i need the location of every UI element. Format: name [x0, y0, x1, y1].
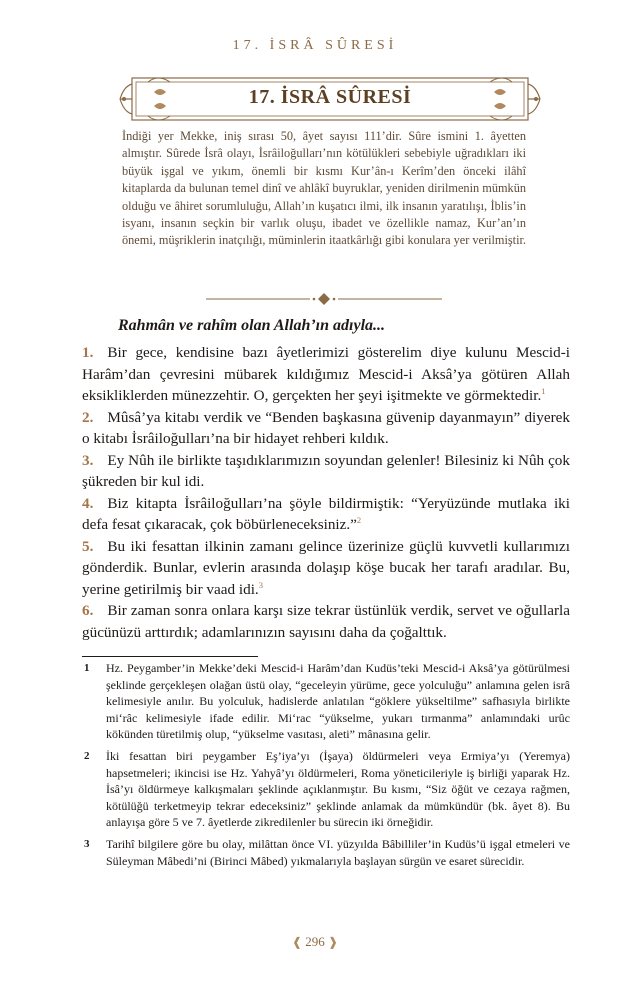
diamond-ornament-icon	[206, 293, 442, 305]
verse-6	[82, 600, 570, 643]
verse-3	[82, 450, 570, 493]
verse-2	[82, 407, 570, 450]
basmala: Rahmân ve rahîm olan Allah’ın adıyla...	[118, 317, 386, 334]
page-number: 296	[305, 934, 325, 949]
verse-text: Bu iki fesattan ilkinin zamanı gelince üzerinize güçlü kuvvetli kullarımızı gönderdik. Bunlar, evlerin arasında dolaşıp köşe bucak her tarafı aradılar. Bu, yerine getirilmiş bir vaad idi.	[82, 537, 570, 598]
verse-4	[82, 493, 570, 536]
footnote-ref[interactable]: 1	[541, 385, 546, 396]
verse-number: 3.	[82, 451, 94, 469]
footnote-number: 3	[84, 837, 90, 850]
verse-1	[82, 342, 570, 407]
verse-number: 6.	[82, 602, 94, 619]
verse-number: 4.	[82, 494, 94, 512]
right-ornament-icon: ❱	[328, 935, 339, 949]
verse-text: Biz kitapta İsrâiloğulları’na şöyle bildirmiştik: “Yeryüzünde mutlaka iki defa fesat çıkaracak, çok böbürleneceksiniz.”	[82, 494, 570, 533]
verse-number: 2.	[82, 408, 94, 426]
footnote-1	[82, 660, 570, 743]
footnote-text: Tarihî bilgilere göre bu olay, milâttan önce VI. yüzyılda Bâbilliler’in Kudüs’ü işgal etmeleri ve Süleyman Mâbedi’ni (Birinci Mâbed) yıkmalarıyla başlayan sürgün ve esaret sürecidir.	[106, 836, 570, 868]
surah-introduction: İndiği yer Mekke, iniş sırası 50, âyet sayısı 111’dir. Sûre ismini 1. âyetten almıştır. Sûrede İsrâ olayı, İsrâiloğulları’nın kötülükleri sebebiyle uğradıkları iki büyük işgal ve yıkım, önemli bir kısmı Kur’ân-ı Kerîm’den önceki ilâhî kitaplarda da bulunan temel dinî ve ahlâkî buyruklar, yeniden dirilmenin mümkün olduğu ve âhiret sorumluluğu, Allah’ın kuşatıcı ilmi, ilk insanın yaratılışı, İblis’in isyanı, insanın seçkin bir varlık oluşu, ibadet ve özellikle namaz, Kur’an’ın önemi, müşriklerin inatçılığı, müminlerin itaatkârlığı gibi konulara yer verilmiştir.	[122, 129, 527, 248]
surah-title-frame	[118, 72, 542, 126]
running-header: 17. İSRÂ SÛRESİ	[232, 38, 398, 53]
footnote-separator	[82, 656, 258, 657]
verse-text: Ey Nûh ile birlikte taşıdıklarımızın soyundan gelenler! Bilesiniz ki Nûh çok şükreden bir kul idi.	[82, 451, 570, 490]
footnote-number: 2	[84, 749, 90, 762]
verse-text: Mûsâ’ya kitabı verdik ve “Benden başkasına güvenip dayanmayın” diyerek o kitabı İsrâiloğulları’na bir hidayet rehberi kıldık.	[82, 408, 570, 447]
page-number-block	[0, 934, 630, 950]
footnote-ref[interactable]: 3	[258, 579, 263, 590]
footnote-number: 1	[84, 662, 90, 674]
footnotes	[82, 660, 570, 874]
verse-5	[82, 536, 570, 601]
footnote-text: Hz. Peygamber’in Mekke’deki Mescid-i Harâm’dan Kudüs’teki Mescid-i Aksâ’ya götürülmesi şeklinde gerçekleşen olağan üstü olay, “geceleyin yürüme, gece yolculuğu” anlamına gelen isrâ kelimesiyle anılır. Bu yolculuk, hadislerde anlatılan “göklere yükseltilme” safhasıyla birlikte mi‘râc kelimesiyle ifade edilir. Mi‘rac “yükselme, yukarı tırmanma” anlamındaki urûc kökünden türetilmiş olup, “yükselme vasıtası, aleti” mânasına gelir.	[106, 661, 570, 742]
section-divider	[206, 292, 442, 304]
verse-text: Bir zaman sonra onlara karşı size tekrar üstünlük verdik, servet ve oğullarla gücünüzü arttırdık; adamlarınızın sayısını daha da çoğalttık.	[82, 602, 570, 641]
surah-title: 17. İSRÂ SÛRESİ	[248, 86, 412, 108]
footnote-2	[82, 748, 570, 831]
verse-text: Bir gece, kendisine bazı âyetlerimizi gösterelim diye kulunu Mescid-i Harâm’dan çevresini mübarek kıldığımız Mescid-i Aksâ’ya götüren Allah eksikliklerden münezzehtir. O, gerçekten her şeyi işitmekte ve görmektedir.	[82, 344, 570, 404]
verse-number: 5.	[82, 537, 94, 555]
footnote-3	[82, 836, 570, 869]
verse-number: 1.	[82, 344, 94, 361]
verse-list	[82, 342, 570, 643]
footnote-ref[interactable]: 2	[356, 514, 362, 525]
footnote-text: İki fesattan biri peygamber Eş’iya’yı (İşaya) öldürmeleri veya Ermiya’yı (Yeremya) hapsetmeleri; ikincisi ise Hz. Yahyâ’yı öldürmeleri, Roma yöneticileriyle iş birliği yaparak Hz. İsâ’yı öldürmeye kalkışmaları şeklinde açıklanmıştır. Bu kısmı, “Siz öğüt ve cezaya rağmen, kötülüğü terketmeyip tekrar edeceksiniz” şeklinde anlamak da mümkündür (bk. âyet 8). Bu anlayışa göre 5 ve 7. âyetlerde zikredilenler bu sürecin iki örneğidir.	[106, 748, 570, 830]
left-ornament-icon: ❰	[291, 935, 302, 949]
